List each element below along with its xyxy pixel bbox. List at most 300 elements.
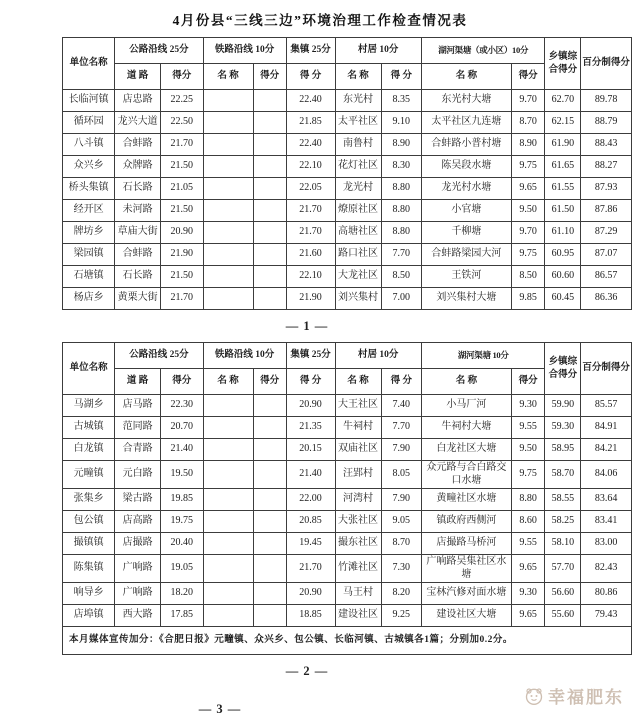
value-cell: 21.50 [160, 156, 203, 178]
value-cell: 竹滩社区 [335, 555, 381, 583]
value-cell: 高塘社区 [335, 222, 381, 244]
subcol-8: 得分 [511, 369, 545, 395]
value-cell: 8.50 [381, 266, 421, 288]
unit-name-cell: 店埠镇 [63, 605, 115, 627]
value-cell: 黄栗大街 [115, 288, 161, 310]
value-cell [203, 178, 253, 200]
value-cell: 87.29 [581, 222, 632, 244]
value-cell [253, 533, 286, 555]
value-cell [203, 583, 253, 605]
unit-name-cell: 循环园 [63, 112, 115, 134]
value-cell: 21.05 [160, 178, 203, 200]
value-cell: 梁古路 [115, 489, 161, 511]
value-cell: 60.60 [545, 266, 581, 288]
value-cell: 9.05 [381, 511, 421, 533]
value-cell: 9.75 [511, 461, 545, 489]
value-cell: 22.10 [286, 156, 335, 178]
value-cell: 83.00 [581, 533, 632, 555]
value-cell: 87.93 [581, 178, 632, 200]
value-cell [203, 200, 253, 222]
value-cell: 20.15 [286, 439, 335, 461]
table-row [63, 489, 632, 511]
subcol-7: 名 称 [421, 64, 511, 90]
unit-name-cell: 包公镇 [63, 511, 115, 533]
unit-name-cell: 经开区 [63, 200, 115, 222]
value-cell [253, 112, 286, 134]
value-cell [203, 244, 253, 266]
value-cell: 88.79 [581, 112, 632, 134]
value-cell: 84.91 [581, 417, 632, 439]
value-cell: 大龙社区 [335, 266, 381, 288]
value-cell: 7.90 [381, 489, 421, 511]
value-cell: 宝林汽修对面水塘 [421, 583, 511, 605]
subcol-5: 名 称 [335, 369, 381, 395]
value-cell: 19.05 [160, 555, 203, 583]
value-cell: 牛祠村 [335, 417, 381, 439]
value-cell: 22.25 [160, 90, 203, 112]
value-cell: 62.70 [545, 90, 581, 112]
table-row [63, 134, 632, 156]
value-cell: 石长路 [115, 178, 161, 200]
value-cell: 马王村 [335, 583, 381, 605]
value-cell [203, 134, 253, 156]
value-cell: 9.70 [511, 90, 545, 112]
table-row [63, 439, 632, 461]
value-cell: 19.85 [160, 489, 203, 511]
value-cell [253, 200, 286, 222]
col-tail-1: 百分制得分 [581, 38, 632, 90]
value-cell: 84.06 [581, 461, 632, 489]
subcol-4: 得 分 [286, 369, 335, 395]
table-row [63, 222, 632, 244]
value-cell: 21.70 [286, 555, 335, 583]
table-row [63, 112, 632, 134]
value-cell: 龙光村 [335, 178, 381, 200]
value-cell: 7.70 [381, 244, 421, 266]
value-cell: 9.55 [511, 533, 545, 555]
col-group-2: 集镇 25分 [286, 343, 335, 369]
page-marker-3: — 3 — [198, 702, 242, 716]
value-cell: 84.21 [581, 439, 632, 461]
col-tail-0: 乡镇综合得分 [545, 343, 581, 395]
value-cell: 7.00 [381, 288, 421, 310]
value-cell: 东光村 [335, 90, 381, 112]
value-cell: 21.90 [286, 288, 335, 310]
value-cell: 61.55 [545, 178, 581, 200]
value-cell: 9.75 [511, 156, 545, 178]
value-cell: 合蚌路小普村塘 [421, 134, 511, 156]
unit-name-cell: 八斗镇 [63, 134, 115, 156]
value-cell: 大张社区 [335, 511, 381, 533]
value-cell: 21.70 [160, 134, 203, 156]
unit-name-cell: 古城镇 [63, 417, 115, 439]
subcol-4: 得 分 [286, 64, 335, 90]
value-cell: 21.85 [286, 112, 335, 134]
value-cell: 8.80 [381, 222, 421, 244]
value-cell: 镇政府西侧河 [421, 511, 511, 533]
value-cell: 王铁河 [421, 266, 511, 288]
value-cell: 22.00 [286, 489, 335, 511]
value-cell: 8.70 [511, 112, 545, 134]
table-row [63, 395, 632, 417]
value-cell: 22.05 [286, 178, 335, 200]
col-group-3: 村居 10分 [335, 343, 421, 369]
value-cell [203, 605, 253, 627]
value-cell [253, 244, 286, 266]
col-tail-0: 乡镇综合得分 [545, 38, 581, 90]
header-row-groups [63, 343, 632, 369]
value-cell: 19.75 [160, 511, 203, 533]
table-row [63, 244, 632, 266]
value-cell: 广响路吴集社区水塘 [421, 555, 511, 583]
value-cell: 燎原社区 [335, 200, 381, 222]
value-cell: 花灯社区 [335, 156, 381, 178]
value-cell: 太平社区 [335, 112, 381, 134]
value-cell: 9.65 [511, 555, 545, 583]
value-cell: 20.70 [160, 417, 203, 439]
value-cell: 79.43 [581, 605, 632, 627]
value-cell: 刘兴集村大塘 [421, 288, 511, 310]
subcol-3: 得分 [253, 369, 286, 395]
value-cell: 83.64 [581, 489, 632, 511]
table-row [63, 555, 632, 583]
table-row [63, 200, 632, 222]
subcol-2: 名 称 [203, 64, 253, 90]
unit-name-cell: 众兴乡 [63, 156, 115, 178]
value-cell: 19.50 [160, 461, 203, 489]
value-cell: 59.30 [545, 417, 581, 439]
table-row [63, 417, 632, 439]
subcol-0: 道 路 [115, 369, 161, 395]
value-cell: 范同路 [115, 417, 161, 439]
subcol-8: 得分 [511, 64, 545, 90]
col-group-0: 公路沿线 25分 [115, 343, 203, 369]
subcol-6: 得 分 [381, 64, 421, 90]
col-group-2: 集镇 25分 [286, 38, 335, 64]
unit-name-cell: 桥头集镇 [63, 178, 115, 200]
unit-name-cell: 白龙镇 [63, 439, 115, 461]
value-cell: 9.25 [381, 605, 421, 627]
table-row [63, 288, 632, 310]
value-cell: 千柳塘 [421, 222, 511, 244]
value-cell: 南鲁村 [335, 134, 381, 156]
value-cell: 广响路 [115, 555, 161, 583]
value-cell: 店撮路马桥河 [421, 533, 511, 555]
value-cell [203, 439, 253, 461]
value-cell: 58.95 [545, 439, 581, 461]
value-cell: 龙兴大道 [115, 112, 161, 134]
value-cell: 21.50 [160, 266, 203, 288]
value-cell: 河湾村 [335, 489, 381, 511]
value-cell: 59.90 [545, 395, 581, 417]
value-cell: 9.70 [511, 222, 545, 244]
value-cell: 8.20 [381, 583, 421, 605]
value-cell: 9.30 [511, 395, 545, 417]
value-cell [253, 288, 286, 310]
page-title: 4月份县“三线三边”环境治理工作检查情况表 [172, 13, 468, 28]
unit-name-cell: 梁园镇 [63, 244, 115, 266]
value-cell: 8.90 [511, 134, 545, 156]
value-cell: 21.35 [286, 417, 335, 439]
value-cell: 61.10 [545, 222, 581, 244]
value-cell: 9.50 [511, 200, 545, 222]
unit-name-cell: 陈集镇 [63, 555, 115, 583]
unit-name-cell: 张集乡 [63, 489, 115, 511]
col-group-3: 村居 10分 [335, 38, 421, 64]
value-cell: 18.85 [286, 605, 335, 627]
value-cell: 9.85 [511, 288, 545, 310]
value-cell [253, 134, 286, 156]
value-cell: 56.60 [545, 583, 581, 605]
value-cell: 合蚌路梁园大河 [421, 244, 511, 266]
value-cell: 86.36 [581, 288, 632, 310]
value-cell: 20.90 [286, 395, 335, 417]
page-marker-1: — 1 — [285, 319, 329, 333]
value-cell: 8.60 [511, 511, 545, 533]
value-cell: 店撮路 [115, 533, 161, 555]
subcol-3: 得分 [253, 64, 286, 90]
value-cell: 7.70 [381, 417, 421, 439]
col-group-0: 公路沿线 25分 [115, 38, 203, 64]
value-cell: 55.60 [545, 605, 581, 627]
table-row [63, 156, 632, 178]
value-cell [203, 461, 253, 489]
value-cell: 21.90 [160, 244, 203, 266]
value-cell: 建设社区大塘 [421, 605, 511, 627]
panda-face-logo-icon [524, 686, 544, 706]
value-cell [253, 605, 286, 627]
value-cell: 85.57 [581, 395, 632, 417]
value-cell [253, 439, 286, 461]
value-cell: 22.30 [160, 395, 203, 417]
value-cell: 61.65 [545, 156, 581, 178]
unit-name-cell: 撮镇镇 [63, 533, 115, 555]
col-group-1: 铁路沿线 10分 [203, 343, 286, 369]
unit-name-cell: 石塘镇 [63, 266, 115, 288]
value-cell: 88.27 [581, 156, 632, 178]
subcol-5: 名 称 [335, 64, 381, 90]
value-cell: 62.15 [545, 112, 581, 134]
value-cell: 刘兴集村 [335, 288, 381, 310]
value-cell [253, 90, 286, 112]
value-cell [253, 417, 286, 439]
header-row-groups [63, 38, 632, 64]
score-table-page1 [62, 37, 632, 310]
value-cell [203, 511, 253, 533]
value-cell: 22.50 [160, 112, 203, 134]
value-cell: 20.90 [160, 222, 203, 244]
value-cell: 21.50 [160, 200, 203, 222]
value-cell: 58.55 [545, 489, 581, 511]
value-cell: 22.40 [286, 134, 335, 156]
watermark-text: 幸福肥东 [548, 688, 624, 707]
subcol-2: 名 称 [203, 369, 253, 395]
value-cell: 17.85 [160, 605, 203, 627]
table-row [63, 583, 632, 605]
value-cell: 众牌路 [115, 156, 161, 178]
value-cell: 汪郢村 [335, 461, 381, 489]
value-cell: 撮东社区 [335, 533, 381, 555]
col-tail-1: 百分制得分 [581, 343, 632, 395]
value-cell: 大王社区 [335, 395, 381, 417]
value-cell [253, 178, 286, 200]
table-row [63, 90, 632, 112]
value-cell: 9.10 [381, 112, 421, 134]
table-row [63, 605, 632, 627]
value-cell: 87.07 [581, 244, 632, 266]
subcol-1: 得分 [160, 64, 203, 90]
value-cell: 18.20 [160, 583, 203, 605]
value-cell [253, 461, 286, 489]
watermark [524, 683, 624, 708]
value-cell [253, 583, 286, 605]
col-unit-name: 单位名称 [63, 343, 115, 395]
value-cell: 58.70 [545, 461, 581, 489]
col-unit-name: 单位名称 [63, 38, 115, 90]
value-cell [253, 511, 286, 533]
value-cell: 黄疃社区水塘 [421, 489, 511, 511]
value-cell: 牛祠村大塘 [421, 417, 511, 439]
value-cell: 8.50 [511, 266, 545, 288]
value-cell: 9.50 [511, 439, 545, 461]
value-cell: 店马路 [115, 395, 161, 417]
value-cell: 8.80 [381, 178, 421, 200]
unit-name-cell: 牌坊乡 [63, 222, 115, 244]
value-cell: 9.55 [511, 417, 545, 439]
col-group-4: 湖河渠塘（或小区）10分 [421, 38, 544, 64]
table-row [63, 461, 632, 489]
value-cell [253, 555, 286, 583]
value-cell: 58.25 [545, 511, 581, 533]
value-cell: 21.70 [286, 222, 335, 244]
unit-name-cell: 长临河镇 [63, 90, 115, 112]
value-cell: 87.86 [581, 200, 632, 222]
value-cell: 太平社区九连塘 [421, 112, 511, 134]
value-cell: 小官塘 [421, 200, 511, 222]
value-cell: 7.30 [381, 555, 421, 583]
unit-name-cell: 元疃镇 [63, 461, 115, 489]
value-cell: 合蚌路 [115, 244, 161, 266]
value-cell: 陈吴段水塘 [421, 156, 511, 178]
col-group-1: 铁路沿线 10分 [203, 38, 286, 64]
value-cell: 众元路与合白路交口水塘 [421, 461, 511, 489]
value-cell [253, 156, 286, 178]
value-cell: 86.57 [581, 266, 632, 288]
value-cell: 80.86 [581, 583, 632, 605]
value-cell: 建设社区 [335, 605, 381, 627]
value-cell: 61.50 [545, 200, 581, 222]
value-cell: 89.78 [581, 90, 632, 112]
table-row [63, 533, 632, 555]
value-cell [203, 112, 253, 134]
value-cell: 22.40 [286, 90, 335, 112]
value-cell: 店忠路 [115, 90, 161, 112]
value-cell: 20.90 [286, 583, 335, 605]
value-cell: 元白路 [115, 461, 161, 489]
value-cell: 小马厂河 [421, 395, 511, 417]
value-cell: 58.10 [545, 533, 581, 555]
value-cell: 白龙社区大塘 [421, 439, 511, 461]
score-table-page2 [62, 342, 632, 655]
value-cell: 8.80 [511, 489, 545, 511]
value-cell: 8.35 [381, 90, 421, 112]
value-cell: 19.45 [286, 533, 335, 555]
value-cell: 9.30 [511, 583, 545, 605]
media-bonus-note: 本月媒体宣传加分：《合肥日报》元疃镇、众兴乡、包公镇、长临河镇、古城镇各1篇；分别加0.2分。 [63, 627, 632, 655]
value-cell: 21.70 [286, 200, 335, 222]
value-cell: 东光村大塘 [421, 90, 511, 112]
value-cell [253, 395, 286, 417]
value-cell: 82.43 [581, 555, 632, 583]
note-row [63, 627, 632, 655]
value-cell: 21.40 [160, 439, 203, 461]
value-cell: 7.90 [381, 439, 421, 461]
unit-name-cell: 响导乡 [63, 583, 115, 605]
value-cell: 83.41 [581, 511, 632, 533]
value-cell: 龙光村水塘 [421, 178, 511, 200]
value-cell [203, 156, 253, 178]
value-cell: 8.30 [381, 156, 421, 178]
subcol-0: 道 路 [115, 64, 161, 90]
value-cell: 合青路 [115, 439, 161, 461]
value-cell [253, 489, 286, 511]
unit-name-cell: 马湖乡 [63, 395, 115, 417]
value-cell: 未河路 [115, 200, 161, 222]
value-cell: 7.40 [381, 395, 421, 417]
value-cell: 草庙大街 [115, 222, 161, 244]
value-cell [203, 555, 253, 583]
value-cell: 店高路 [115, 511, 161, 533]
value-cell: 21.70 [160, 288, 203, 310]
value-cell: 西大路 [115, 605, 161, 627]
value-cell: 8.70 [381, 533, 421, 555]
value-cell: 8.90 [381, 134, 421, 156]
value-cell: 21.40 [286, 461, 335, 489]
value-cell [203, 395, 253, 417]
value-cell [203, 417, 253, 439]
value-cell: 9.75 [511, 244, 545, 266]
value-cell [203, 489, 253, 511]
value-cell: 8.80 [381, 200, 421, 222]
subcol-6: 得 分 [381, 369, 421, 395]
value-cell: 61.90 [545, 134, 581, 156]
value-cell [203, 222, 253, 244]
value-cell [253, 222, 286, 244]
value-cell: 8.05 [381, 461, 421, 489]
value-cell [203, 266, 253, 288]
value-cell: 路口社区 [335, 244, 381, 266]
value-cell: 22.10 [286, 266, 335, 288]
value-cell: 20.40 [160, 533, 203, 555]
value-cell: 21.60 [286, 244, 335, 266]
value-cell: 60.95 [545, 244, 581, 266]
subcol-7: 名 称 [421, 369, 511, 395]
value-cell: 9.65 [511, 178, 545, 200]
table-row [63, 178, 632, 200]
page-marker-2: — 2 — [285, 664, 329, 678]
value-cell [203, 90, 253, 112]
unit-name-cell: 杨店乡 [63, 288, 115, 310]
value-cell [203, 288, 253, 310]
value-cell: 60.45 [545, 288, 581, 310]
value-cell: 合蚌路 [115, 134, 161, 156]
value-cell: 广响路 [115, 583, 161, 605]
value-cell: 88.43 [581, 134, 632, 156]
value-cell [203, 533, 253, 555]
col-group-4: 湖河渠塘 10分 [421, 343, 544, 369]
value-cell: 石长路 [115, 266, 161, 288]
value-cell: 20.85 [286, 511, 335, 533]
